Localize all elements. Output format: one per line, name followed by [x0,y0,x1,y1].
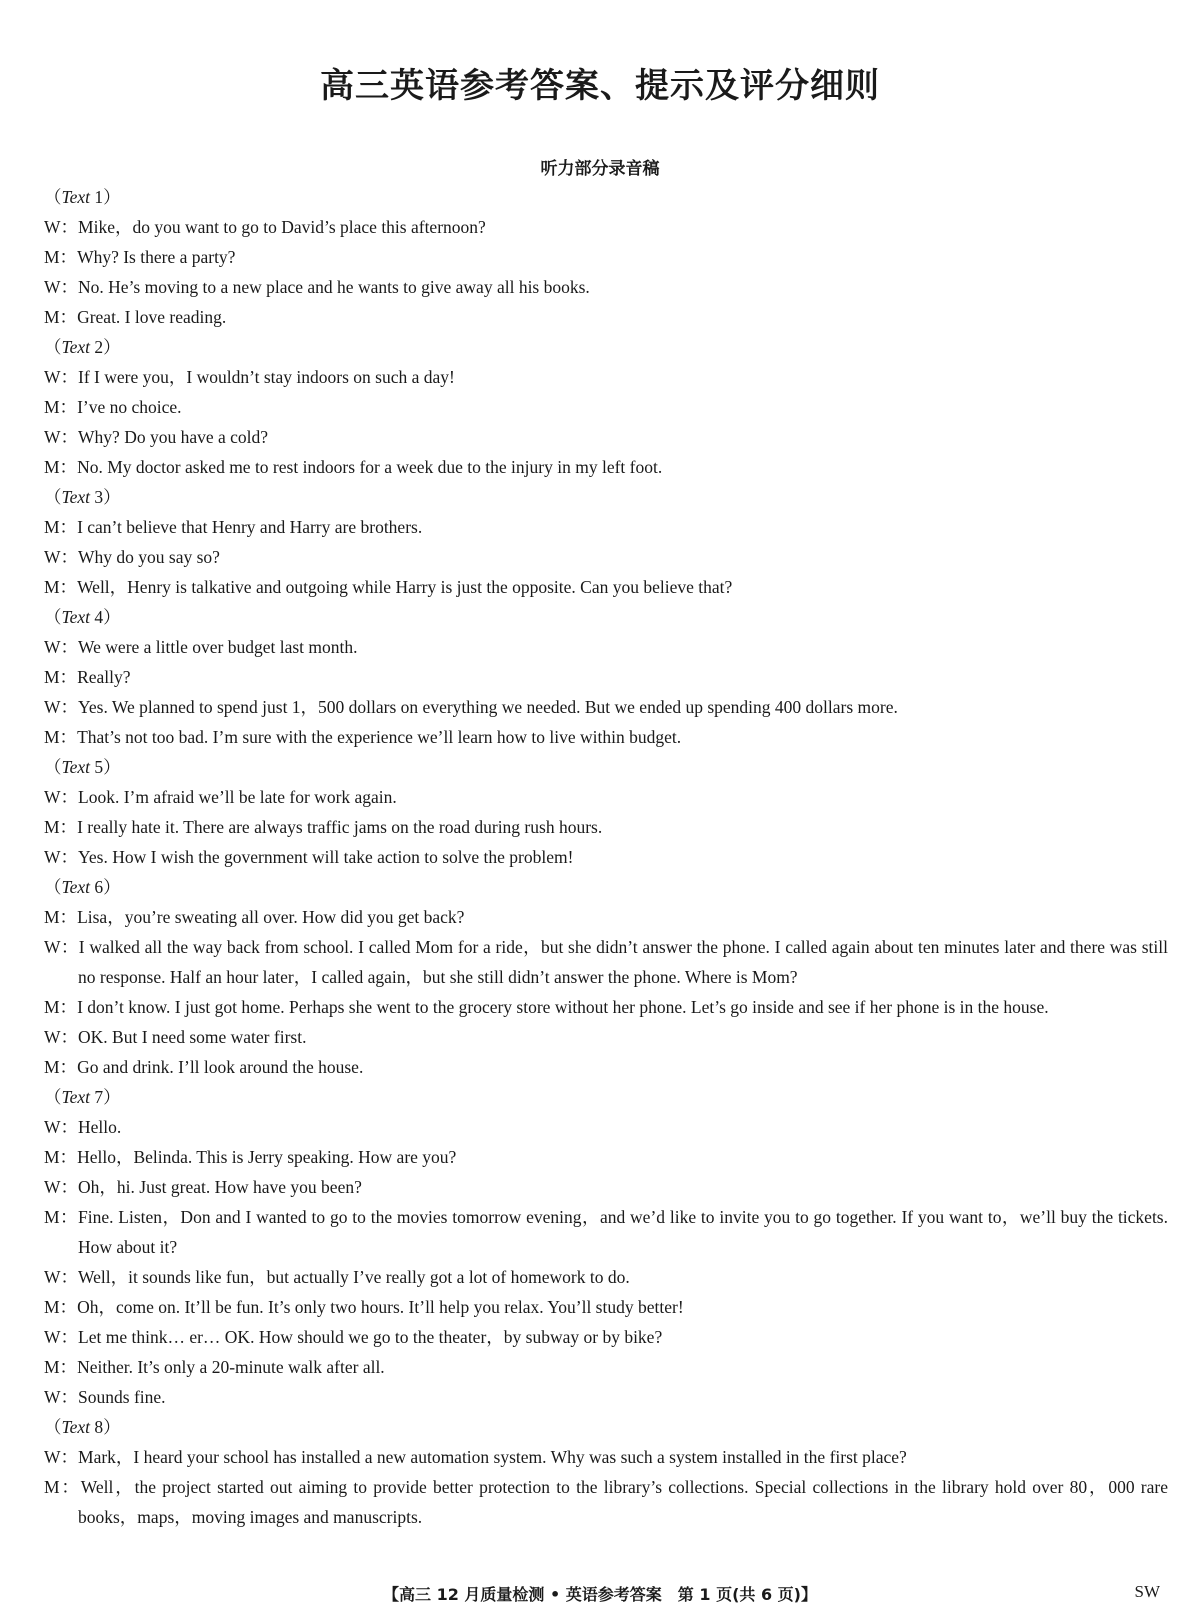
dialogue-text: No. My doctor asked me to rest indoors for a week due to the injury in my left foot. [77,457,663,477]
dialogue-text: OK. But I need some water first. [78,1027,307,1047]
speaker-label: W： [44,697,79,717]
text-label [44,752,1168,782]
dialogue-line [44,302,1168,332]
dialogue-text: If I were you，I wouldn’t stay indoors on such a day! [78,367,455,387]
speaker-label: M： [44,577,78,597]
dialogue-text: Look. I’m afraid we’ll be late for work again. [78,787,397,807]
dialogue-line [44,1322,1168,1352]
dialogue-text: Go and drink. I’ll look around the house. [77,1057,364,1077]
speaker-label: W： [44,367,79,387]
speaker-label: W： [44,1387,79,1407]
speaker-label: W： [44,277,79,297]
text-label-word: Text [61,1087,91,1107]
text-label-word: Text [61,757,91,777]
dialogue-line [44,1352,1168,1382]
text-label-number: 2） [90,337,121,357]
dialogue-text: Great. I love reading. [77,307,227,327]
dialogue-line [44,1202,1168,1262]
page-footer: 【高三 12 月质量检测 • 英语参考答案 第 1 页(共 6 页)】 [383,1585,817,1604]
dialogue-text: Oh，hi. Just great. How have you been? [78,1177,362,1197]
dialogue-line [44,1142,1168,1172]
text-label-prefix: （ [44,607,62,627]
text-label-prefix: （ [44,337,62,357]
dialogue-text: Mark，I heard your school has installed a new automation system. Why was such a system installed in the first place? [78,1447,907,1467]
speaker-label: W： [44,1027,79,1047]
text-label [44,182,1168,212]
text-label-word: Text [61,1417,91,1437]
dialogue-text: Yes. We planned to spend just 1，500 dollars on everything we needed. But we ended up spending 400 dollars more. [78,697,898,717]
text-label-word: Text [61,877,91,897]
dialogue-line [44,272,1168,302]
speaker-label: M： [44,457,78,477]
dialogue-line [44,692,1168,722]
text-label-number: 3） [90,487,121,507]
speaker-label: M： [44,517,78,537]
speaker-label: W： [44,1327,79,1347]
section-heading: 听力部分录音稿 [540,159,660,179]
dialogue-line [44,392,1168,422]
dialogue-text: Let me think… er… OK. How should we go to the theater，by subway or by bike? [78,1327,663,1347]
dialogue-line [44,1112,1168,1142]
dialogue-text: Why do you say so? [78,547,220,567]
dialogue-line [44,932,1168,992]
speaker-label: M： [44,1477,81,1497]
text-label [44,1412,1168,1442]
dialogue-line [44,212,1168,242]
text-label-prefix: （ [44,187,62,207]
dialogue-line [44,422,1168,452]
dialogue-text: Hello. [78,1117,122,1137]
dialogue-text: I’ve no choice. [77,397,182,417]
text-label-prefix: （ [44,1087,62,1107]
speaker-label: M： [44,1147,78,1167]
dialogue-line [44,842,1168,872]
dialogue-line [44,1172,1168,1202]
dialogue-line [44,242,1168,272]
speaker-label: M： [44,907,78,927]
text-label-number: 1） [90,187,121,207]
speaker-label: W： [44,1177,79,1197]
speaker-label: W： [44,637,79,657]
speaker-label: W： [44,547,79,567]
text-label-prefix: （ [44,487,62,507]
speaker-label: W： [44,1447,79,1467]
text-label-prefix: （ [44,1417,62,1437]
speaker-label: M： [44,1297,78,1317]
dialogue-line [44,1382,1168,1412]
text-label [44,332,1168,362]
speaker-label: W： [44,847,79,867]
dialogue-line [44,1052,1168,1082]
dialogue-text: Sounds fine. [78,1387,166,1407]
speaker-label: W： [44,1117,79,1137]
dialogue-line [44,362,1168,392]
text-label-number: 6） [90,877,121,897]
text-label [44,602,1168,632]
dialogue-text: I really hate it. There are always traffic jams on the road during rush hours. [77,817,603,837]
dialogue-line [44,542,1168,572]
dialogue-text: Hello，Belinda. This is Jerry speaking. How are you? [77,1147,457,1167]
text-label-word: Text [61,607,91,627]
speaker-label: M： [44,997,78,1017]
dialogue-line [44,722,1168,752]
speaker-label: M： [44,1357,78,1377]
text-label-number: 7） [90,1087,121,1107]
dialogue-line [44,812,1168,842]
speaker-label: M： [44,817,78,837]
dialogue-text: Fine. Listen，Don and I wanted to go to the movies tomorrow evening，and we’d like to invite you to go together. If you want to，we’ll buy the tickets. How about it? [77,1207,1168,1257]
dialogue-line [44,572,1168,602]
dialogue-text: I don’t know. I just got home. Perhaps she went to the grocery store without her phone. Let’s go inside and see if her phone is in the house. [77,997,1049,1017]
transcript-body [44,182,1168,1532]
text-label [44,482,1168,512]
text-label [44,1082,1168,1112]
speaker-label: W： [44,787,79,807]
dialogue-line [44,632,1168,662]
dialogue-line [44,452,1168,482]
text-label [44,872,1168,902]
document-title: 高三英语参考答案、提示及评分细则 [320,66,880,106]
speaker-label: M： [44,1207,78,1227]
text-label-number: 4） [90,607,121,627]
dialogue-line [44,1292,1168,1322]
speaker-label: W： [44,217,79,237]
dialogue-text: Yes. How I wish the government will take action to solve the problem! [78,847,574,867]
text-label-number: 5） [90,757,121,777]
speaker-label: M： [44,397,78,417]
dialogue-text: We were a little over budget last month. [78,637,358,657]
dialogue-line [44,1022,1168,1052]
speaker-label: M： [44,667,78,687]
dialogue-text: Mike，do you want to go to David’s place this afternoon? [78,217,486,237]
dialogue-line [44,782,1168,812]
text-label-number: 8） [90,1417,121,1437]
dialogue-text: Well，Henry is talkative and outgoing while Harry is just the opposite. Can you believe that? [77,577,733,597]
text-label-prefix: （ [44,757,62,777]
speaker-label: M： [44,1057,78,1077]
dialogue-line [44,512,1168,542]
footer-code: SW [1134,1582,1160,1601]
dialogue-line [44,1472,1168,1532]
speaker-label: W： [44,427,79,447]
text-label-word: Text [61,187,91,207]
text-label-word: Text [61,337,91,357]
dialogue-text: Oh，come on. It’ll be fun. It’s only two hours. It’ll help you relax. You’ll study better! [77,1297,684,1317]
dialogue-text: Well，the project started out aiming to provide better protection to the library’s collections. Special collections in the library hold over 80，000 rare books，maps，moving images and manuscripts. [78,1477,1168,1527]
dialogue-text: No. He’s moving to a new place and he wants to give away all his books. [78,277,590,297]
text-label-prefix: （ [44,877,62,897]
dialogue-text: Really? [77,667,131,687]
dialogue-line [44,662,1168,692]
dialogue-line [44,1262,1168,1292]
dialogue-text: Neither. It’s only a 20-minute walk after all. [77,1357,385,1377]
speaker-label: W： [44,937,79,957]
dialogue-line [44,902,1168,932]
speaker-label: M： [44,307,78,327]
dialogue-text: That’s not too bad. I’m sure with the experience we’ll learn how to live within budget. [77,727,682,747]
speaker-label: M： [44,727,78,747]
text-label-word: Text [61,487,91,507]
dialogue-text: Why? Is there a party? [77,247,236,267]
dialogue-text: Why? Do you have a cold? [78,427,269,447]
dialogue-line [44,992,1168,1022]
dialogue-text: Lisa，you’re sweating all over. How did you get back? [77,907,465,927]
dialogue-line [44,1442,1168,1472]
dialogue-text: I can’t believe that Henry and Harry are brothers. [77,517,423,537]
speaker-label: W： [44,1267,79,1287]
speaker-label: M： [44,247,78,267]
dialogue-text: Well，it sounds like fun，but actually I’ve really got a lot of homework to do. [78,1267,630,1287]
dialogue-text: I walked all the way back from school. I called Mom for a ride，but she didn’t answer the phone. I called again about ten minutes later and there was still no response. Half an hour later，I called again，but she still didn’t answer the phone. Where is Mom? [78,937,1168,987]
